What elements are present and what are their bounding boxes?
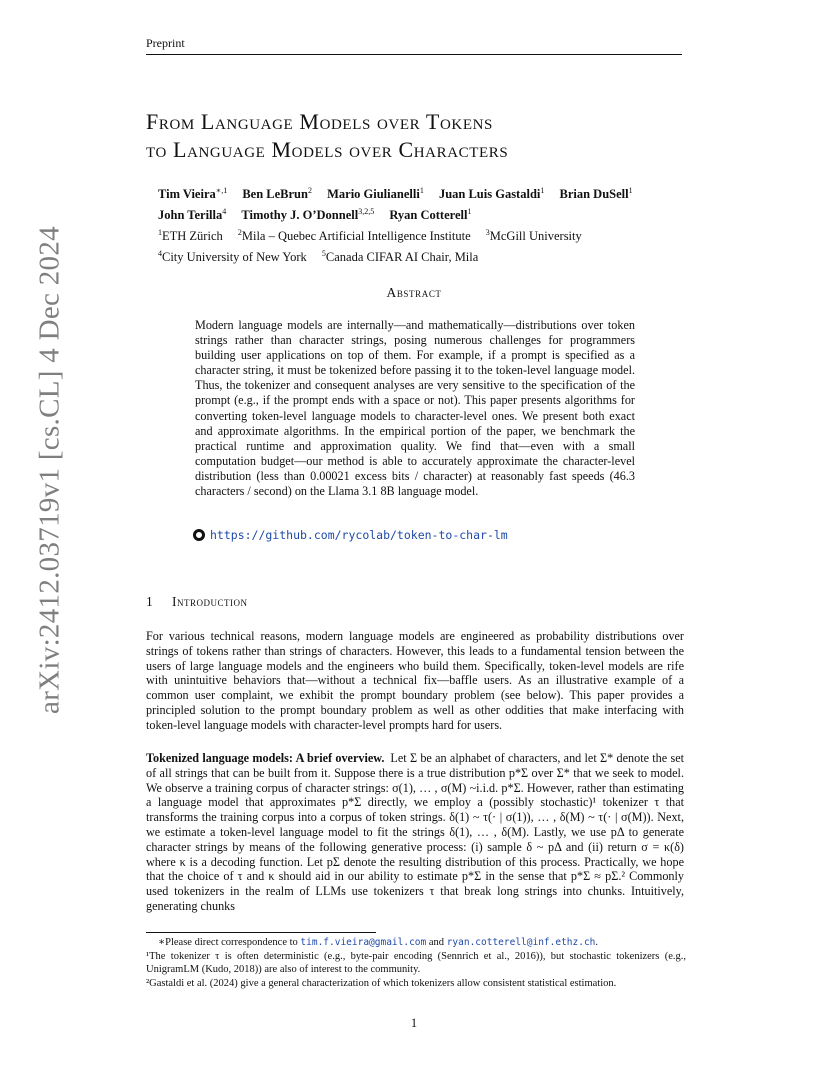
author-affiliation-mark: 1 — [540, 186, 545, 195]
affiliation-text: Canada CIFAR AI Chair, Mila — [325, 250, 479, 265]
author-name: Ryan Cotterell — [389, 208, 468, 223]
author-name: Juan Luis Gastaldi — [438, 187, 541, 202]
author-name: Mario Giulianelli — [327, 187, 420, 202]
paper-title — [146, 108, 686, 164]
arxiv-identifier-stamp: arXiv:2412.03719v1 [cs.CL] 4 Dec 2024 — [33, 226, 66, 714]
abstract-heading: Abstract — [386, 285, 442, 300]
header-rule — [146, 54, 682, 55]
author-name: Ben LeBrun — [242, 187, 308, 202]
section-title: Introduction — [172, 594, 248, 609]
paragraph-run-in-heading: Tokenized language models: A brief overview. — [146, 751, 385, 765]
affiliation-line-1 — [158, 224, 698, 245]
author-affiliation-mark: 2 — [307, 186, 312, 195]
author-name: Timothy J. O’Donnell — [241, 208, 359, 223]
section-number: 1 — [146, 594, 153, 609]
affiliation-text: McGill University — [489, 229, 582, 244]
affiliation-text: City University of New York — [162, 250, 307, 265]
affiliation-text: ETH Zürich — [162, 229, 223, 244]
author-affiliation-mark: 4 — [222, 207, 227, 217]
footnote-text: and — [428, 937, 445, 948]
title-line-1: From Language Models over Tokens — [146, 109, 493, 134]
intro-paragraph-2 — [146, 751, 684, 914]
affiliation-line-2 — [158, 245, 698, 266]
paragraph-text: Let Σ be an alphabet of characters, and let Σ* denote the set of all strings that can be built from it. Suppose there is a true distribution p*Σ over Σ* that we seek to model. We observe a training corpus of character strings: σ(1), … , σ(M) ~i.i.d. p*Σ. However, rather than estimating a language model that approximates p*Σ directly, we employ a (possibly stochastic)¹ tokenizer τ that transforms the training corpus into a corpus of token strings. δ(1) ~ τ(· | σ(1)), … , δ(M) ~ τ(· | σ(M)). Next, we estimate a token-level language model to fit the strings δ(1), … , δ(M). Lastly, we use pΔ to generate character strings by means of the following generative process: (i) sample δ ~ pΔ and (ii) return σ = κ(δ) where κ is a decoding function. Let pΣ denote the resulting distribution of this process. Practically, we hope that the choice of τ and κ should aid in our ability to estimate p*Σ in the sense that p*Σ ≈ pΣ.² Commonly used tokenizers in the realm of LLMs use tokenizers τ that break long strings into chunks. Intuitively, generating chunks — [146, 751, 684, 913]
page-number: 1 — [410, 1016, 418, 1030]
abstract-body: Modern language models are internally—and mathematically—distributions over token strings rather than character strings, posing numerous challenges for programmers building user applications on top of them. For example, if a prompt is specified as a character string, it must be tokenized before passing it to the token-level language model. Thus, the tokenizer and consequent analyses are very sensitive to the specification of the prompt (e.g., if the prompt ends with a space or not). This paper presents algorithms for converting token-level language models to character-level ones. We present both exact and approximate algorithms. In the empirical portion of the paper, we benchmark the practical runtime and approximation quality. We find that—even with a small computation budget—our method is able to accurately approximate the character-level distribution (less than 0.00021 excess bits / character) at reasonably fast speeds (46.3 characters / second) on the Llama 3.1 8B language model. — [195, 318, 635, 499]
affiliation-mark: 3 — [485, 228, 490, 238]
affiliation-mark: 5 — [321, 249, 326, 259]
email-link-vieira[interactable]: tim.f.vieira@gmail.com — [300, 937, 427, 948]
running-header — [146, 36, 682, 55]
intro-paragraph-1: For various technical reasons, modern language models are engineered as probability distributions over strings of tokens rather than strings of characters. However, this leads to a fundamental tension between the users of large language models and the engineers who build them. Specifically, token-level models are rife with unintuitive behaviors that—without a technical fix—baffle users. As an illustrative example of a common user complaint, we exhibit the prompt boundary problem (see below). This paper provides a principled solution to the prompt boundary problem as well as other oddities that make interfacing with token-level language models with character-level prompts hard for users. — [146, 629, 684, 732]
github-icon — [193, 529, 205, 541]
footnote-rule — [146, 932, 376, 933]
email-link-cotterell[interactable]: ryan.cotterell@inf.ethz.ch — [446, 937, 596, 948]
affiliation-mark: 2 — [237, 228, 242, 238]
author-affiliation-mark: ∗,1 — [215, 186, 228, 195]
footnote-text: ∗Please direct correspondence to — [158, 937, 298, 948]
author-name: Tim Vieira — [158, 187, 216, 202]
repository-link[interactable]: https://github.com/rycolab/token-to-char-lm — [210, 528, 508, 542]
author-affiliation-mark: 3,2,5 — [358, 207, 375, 217]
author-line-2 — [158, 203, 698, 224]
author-name: John Terilla — [158, 208, 223, 223]
footnotes — [146, 932, 686, 990]
affiliation-mark: 1 — [158, 228, 162, 238]
repository-link-row — [193, 528, 508, 542]
correspondence-footnote — [146, 936, 686, 950]
section-heading — [146, 594, 248, 610]
title-line-2: to Language Models over Characters — [146, 137, 509, 162]
affiliation-mark: 4 — [158, 249, 162, 259]
author-name: Brian DuSell — [559, 187, 629, 202]
affiliation-text: Mila – Quebec Artificial Intelligence Institute — [241, 229, 471, 244]
footnote-2: ²Gastaldi et al. (2024) give a general characterization of which tokenizers allow consistent statistical estimation. — [146, 977, 617, 989]
footnote-text: . — [595, 937, 599, 948]
author-block — [158, 182, 698, 267]
author-affiliation-mark: 1 — [467, 207, 472, 217]
author-line-1 — [158, 182, 698, 203]
author-affiliation-mark: 1 — [419, 186, 424, 195]
footnote-1: ¹The tokenizer τ is often deterministic (e.g., byte-pair encoding (Sennrich et al., 2016)), but stochastic tokenizers (e.g., UnigramLM (Kudo, 2018)) are also of interest to the community. — [146, 950, 686, 975]
author-affiliation-mark: 1 — [628, 186, 633, 195]
header-label: Preprint — [146, 36, 185, 50]
